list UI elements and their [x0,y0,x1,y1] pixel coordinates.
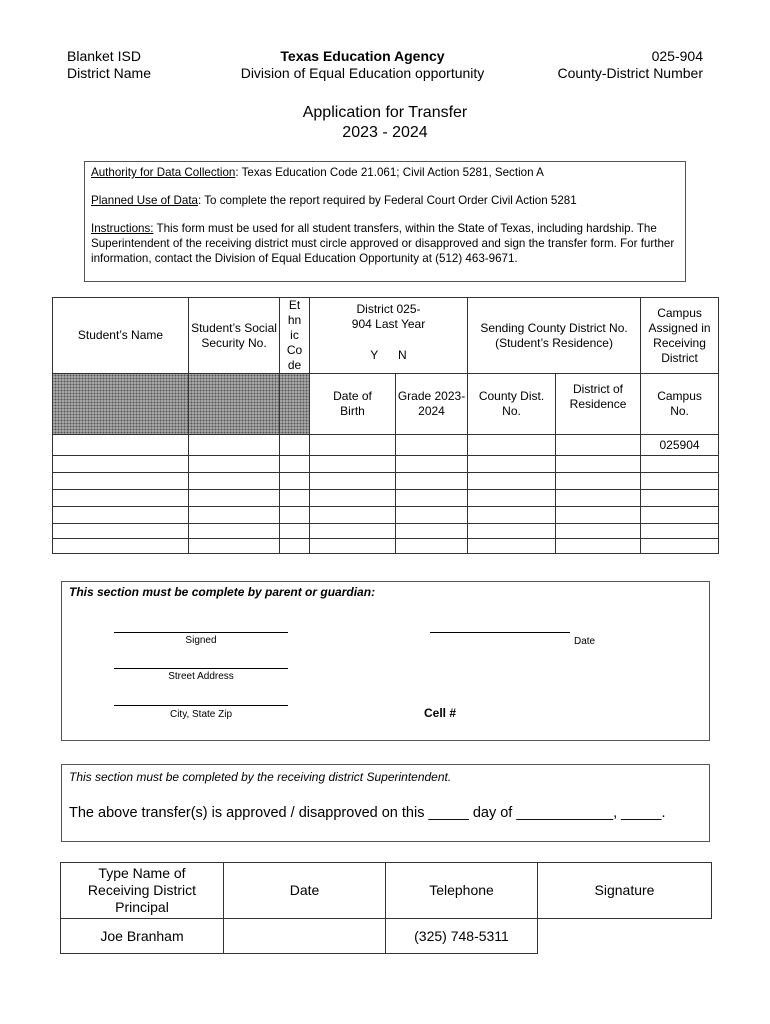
student-transfer-table [52,297,719,554]
instructions-label: Instructions: [91,222,154,235]
residence-cell[interactable] [556,435,641,456]
planned-use-line [91,193,677,208]
grade-cell[interactable] [396,435,468,456]
student-name-cell[interactable] [53,507,189,524]
table-row [53,524,719,539]
ssn-cell[interactable] [189,456,280,473]
county-district-number-label: County-District Number [557,65,703,81]
campus-no-cell: 025904 [641,435,719,456]
date-of-birth-cell[interactable] [310,539,396,554]
subheader-county-dist-no: County Dist. No. [468,374,556,435]
authority-label: Authority for Data Collection [91,166,236,179]
ethnic-code-cell[interactable] [280,524,310,539]
ssn-cell[interactable] [189,507,280,524]
yes-no-label: Y N [370,348,407,362]
grade-cell[interactable] [396,456,468,473]
date-of-birth-cell[interactable] [310,490,396,507]
planned-use-label: Planned Use of Data [91,194,198,207]
header-telephone: Telephone [386,863,538,919]
ssn-cell[interactable] [189,539,280,554]
instructions-text: This form must be used for all student transfers, within the State of Texas, including hardship. The Superintendent of the receiving district must circle approved or disapproved and sign the transfer form. For further information, contact the Division of Equal Education Opportunity at (512) 463-9671. [91,222,675,265]
authority-box [84,161,686,282]
planned-use-text: : To complete the report required by Federal Court Order Civil Action 5281 [198,194,577,207]
division-name: Division of Equal Education opportunity [240,65,485,81]
table-row [53,435,719,456]
authority-line [91,165,677,180]
date-of-birth-cell[interactable] [310,524,396,539]
date-cell[interactable] [224,919,386,954]
campus-no-cell[interactable] [641,490,719,507]
principal-name: Joe Branham [61,919,224,954]
residence-cell[interactable] [556,539,641,554]
date-of-birth-cell[interactable] [310,456,396,473]
date-of-birth-cell[interactable] [310,435,396,456]
county-dist-cell[interactable] [468,473,556,490]
date-of-birth-cell[interactable] [310,507,396,524]
grade-cell[interactable] [396,524,468,539]
county-dist-cell[interactable] [468,490,556,507]
student-name-cell[interactable] [53,435,189,456]
district-name: Blanket ISD [67,48,141,64]
grade-cell[interactable] [396,473,468,490]
street-address-line[interactable] [114,668,288,669]
table-subheader-row [53,374,719,435]
city-state-zip-line[interactable] [114,705,288,706]
residence-cell[interactable] [556,473,641,490]
table-row [53,490,719,507]
signed-label: Signed [185,635,217,646]
shaded-cell [280,374,310,435]
table-row [53,456,719,473]
ssn-cell[interactable] [189,490,280,507]
cell-label: Cell # [424,706,457,720]
header-student-name: Student’s Name [53,298,189,374]
ssn-cell[interactable] [189,435,280,456]
student-name-cell[interactable] [53,490,189,507]
campus-no-cell[interactable] [641,539,719,554]
ethnic-code-cell[interactable] [280,473,310,490]
signature-header-row [61,863,712,919]
page-title: Application for Transfer [302,104,468,121]
street-address-label: Street Address [168,671,234,682]
residence-cell[interactable] [556,507,641,524]
subheader-grade: Grade 2023-2024 [396,374,468,435]
residence-cell[interactable] [556,456,641,473]
student-name-cell[interactable] [53,473,189,490]
authority-text: : Texas Education Code 21.061; Civil Action 5281, Section A [235,166,544,179]
shaded-cell [53,374,189,435]
signature-cell[interactable] [538,919,712,954]
header-sending-district: Sending County District No. (Student’s Residence) [468,298,641,374]
district-last-year-label: District 025-904 Last Year [351,302,426,331]
ethnic-code-cell[interactable] [280,435,310,456]
residence-cell[interactable] [556,490,641,507]
header-ethnic-code: Et hn ic Co de [280,298,310,374]
county-dist-cell[interactable] [468,539,556,554]
header-signature: Signature [538,863,712,919]
campus-no-cell[interactable] [641,524,719,539]
date-line[interactable] [430,632,570,633]
county-dist-cell[interactable] [468,456,556,473]
header-date: Date [224,863,386,919]
county-dist-cell[interactable] [468,507,556,524]
table-row [53,507,719,524]
guardian-heading: This section must be complete by parent or guardian: [69,585,376,599]
residence-cell[interactable] [556,524,641,539]
ethnic-code-cell[interactable] [280,490,310,507]
signed-line[interactable] [114,632,288,633]
campus-no-cell[interactable] [641,473,719,490]
principal-signature-table [60,862,712,954]
county-district-number: 025-904 [651,48,703,64]
guardian-section [61,581,710,741]
school-year: 2023 - 2024 [342,124,428,141]
grade-cell[interactable] [396,490,468,507]
ssn-cell[interactable] [189,524,280,539]
approval-statement: The above transfer(s) is approved / disapproved on this _____ day of ____________, _____. [69,805,666,821]
subheader-date-of-birth: Date of Birth [310,374,396,435]
ethnic-code-cell[interactable] [280,507,310,524]
student-name-cell[interactable] [53,539,189,554]
subheader-campus-no: Campus No. [641,374,719,435]
header-principal-name: Type Name of Receiving District Principal [61,863,224,919]
shaded-cell [189,374,280,435]
instructions-line [91,221,677,266]
ethnic-code-cell[interactable] [280,539,310,554]
date-label: Date [574,636,596,647]
header-ssn: Student’s Social Security No. [189,298,280,374]
table-row [53,473,719,490]
table-header-row [53,298,719,374]
superintendent-section [61,764,710,842]
superintendent-heading: This section must be completed by the receiving district Superintendent. [69,770,452,784]
ssn-cell[interactable] [189,473,280,490]
county-dist-cell[interactable] [468,524,556,539]
county-dist-cell[interactable] [468,435,556,456]
grade-cell[interactable] [396,539,468,554]
campus-no-cell[interactable] [641,456,719,473]
signature-row [61,919,712,954]
header-district-last-year [310,298,468,374]
table-row [53,539,719,554]
guardian-heading-text: This section must be complete by parent or guardian [69,585,372,599]
agency-name: Texas Education Agency [280,48,445,64]
campus-no-cell[interactable] [641,507,719,524]
subheader-district-of-residence: District of Residence [556,374,641,435]
grade-cell[interactable] [396,507,468,524]
district-name-label: District Name [67,65,152,81]
student-name-cell[interactable] [53,524,189,539]
student-name-cell[interactable] [53,456,189,473]
header-campus-assigned: Campus Assigned in Receiving District [641,298,719,374]
telephone: (325) 748-5311 [386,919,538,954]
date-of-birth-cell[interactable] [310,473,396,490]
city-state-zip-label: City, State Zip [169,709,233,720]
ethnic-code-cell[interactable] [280,456,310,473]
